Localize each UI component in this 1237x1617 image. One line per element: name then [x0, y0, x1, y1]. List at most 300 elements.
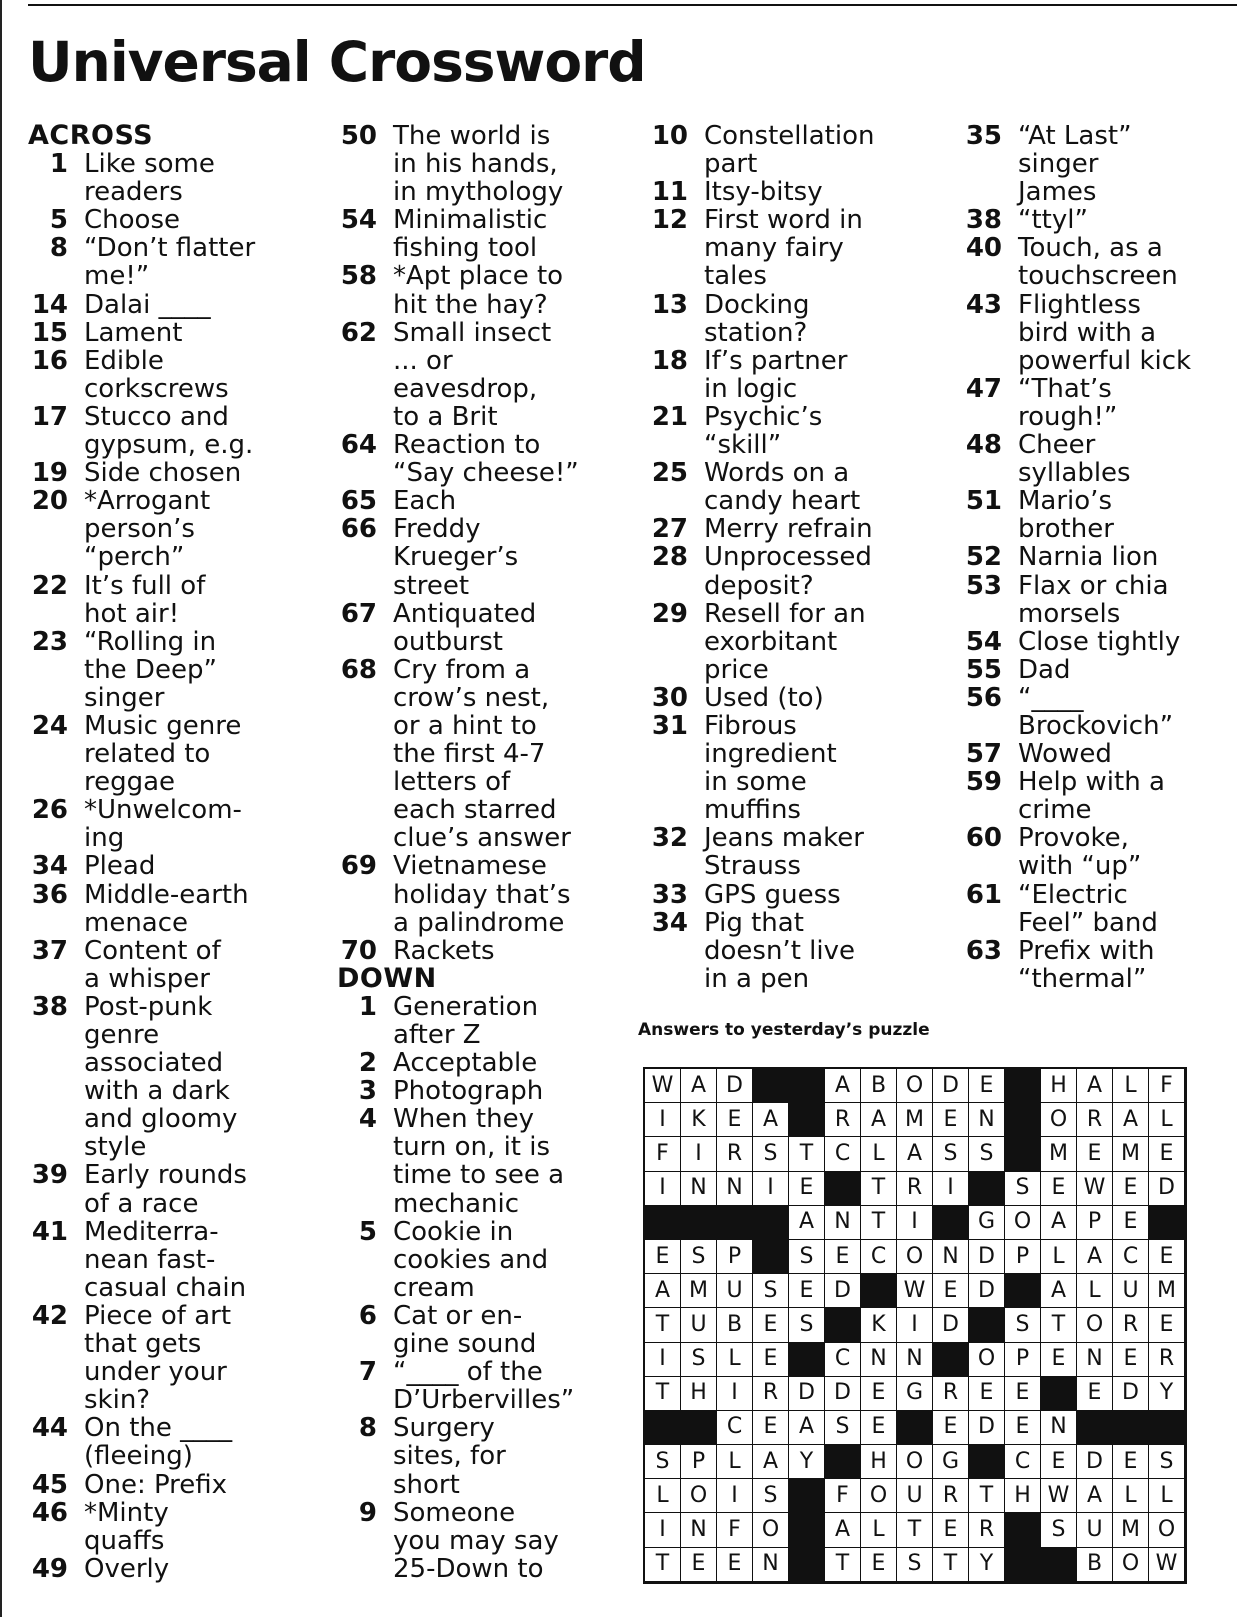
grid-cell: R	[717, 1137, 753, 1171]
black-square	[645, 1411, 681, 1445]
black-square	[1005, 1069, 1041, 1103]
clue-number: 67	[340, 598, 377, 629]
grid-cell: R	[1113, 1308, 1149, 1342]
clue-number: 38	[965, 205, 1002, 236]
grid-cell: R	[753, 1377, 789, 1411]
clue-item	[337, 122, 627, 206]
grid-cell: H	[1041, 1069, 1077, 1103]
clue-text: Rackets	[393, 935, 495, 966]
clue-item	[337, 1218, 627, 1302]
grid-cell: I	[645, 1103, 681, 1137]
clue-item	[337, 206, 627, 262]
grid-cell: W	[1077, 1172, 1113, 1206]
grid-cell: A	[861, 1103, 897, 1137]
clue-text: Jeans maker Strauss	[704, 823, 864, 882]
clue-item	[28, 487, 318, 571]
grid-cell: G	[933, 1445, 969, 1479]
clue-item	[28, 206, 318, 234]
grid-cell: O	[753, 1513, 789, 1547]
clue-number: 1	[49, 149, 68, 180]
clue-item	[337, 852, 627, 936]
grid-cell: T	[789, 1137, 825, 1171]
clue-text: Plead	[84, 851, 156, 882]
clue-number: 54	[340, 205, 377, 236]
answers-title: Answers to yesterday’s puzzle	[638, 1020, 930, 1040]
grid-cell: N	[1041, 1411, 1077, 1445]
grid-cell: S	[681, 1343, 717, 1377]
clue-item	[648, 403, 938, 459]
clue-item	[962, 656, 1237, 684]
grid-cell: M	[1113, 1137, 1149, 1171]
grid-cell: P	[1005, 1240, 1041, 1274]
clue-number: 45	[31, 1469, 68, 1500]
clue-text: Itsy-bitsy	[704, 177, 823, 208]
clue-number: 66	[340, 514, 377, 545]
clue-item	[648, 824, 938, 880]
grid-cell: T	[645, 1548, 681, 1582]
black-square	[753, 1206, 789, 1240]
black-square	[681, 1206, 717, 1240]
clue-item	[28, 993, 318, 1162]
clue-number: 70	[340, 935, 377, 966]
clue-column-2	[337, 122, 627, 1583]
clue-text: Choose	[84, 205, 180, 236]
clue-text: “That’s rough!”	[1018, 373, 1118, 432]
grid-cell: S	[825, 1411, 861, 1445]
clue-item	[28, 347, 318, 403]
clue-text: Dalai ____	[84, 289, 211, 320]
grid-cell: S	[1005, 1172, 1041, 1206]
clue-item	[337, 1499, 627, 1583]
clue-number: 14	[31, 289, 68, 320]
clue-number: 34	[651, 907, 688, 938]
grid-cell: U	[1077, 1513, 1113, 1547]
clue-text: Small insect ... or eavesdrop, to a Brit	[393, 317, 552, 432]
clue-number: 31	[651, 710, 688, 741]
clue-number: 21	[651, 401, 688, 432]
clue-item	[28, 291, 318, 319]
grid-cell: T	[861, 1172, 897, 1206]
clue-text: Wowed	[1018, 739, 1112, 770]
black-square	[1149, 1411, 1185, 1445]
grid-cell: N	[933, 1240, 969, 1274]
black-square	[789, 1548, 825, 1582]
clue-number: 56	[965, 682, 1002, 713]
black-square	[789, 1513, 825, 1547]
black-square	[933, 1343, 969, 1377]
grid-cell: I	[645, 1513, 681, 1547]
clue-text: Freddy Krueger’s street	[393, 514, 519, 601]
grid-cell: O	[969, 1343, 1005, 1377]
clue-text: Edible corkscrews	[84, 345, 229, 404]
grid-cell: L	[717, 1445, 753, 1479]
clue-column-3	[648, 122, 938, 993]
clue-item	[962, 206, 1237, 234]
grid-cell: E	[1113, 1343, 1149, 1377]
clue-text: First word in many fairy tales	[704, 205, 863, 292]
clue-number: 17	[31, 401, 68, 432]
grid-cell: E	[969, 1069, 1005, 1103]
black-square	[789, 1103, 825, 1137]
clue-number: 50	[340, 121, 377, 151]
clue-number: 37	[31, 935, 68, 966]
clue-text: Early rounds of a race	[84, 1160, 247, 1219]
clue-number: 47	[965, 373, 1002, 404]
clue-item	[28, 1414, 318, 1470]
clue-text: On the ____ (fleeing)	[84, 1413, 233, 1472]
clue-text: Merry refrain	[704, 514, 873, 545]
clue-text: Touch, as a touchscreen	[1018, 233, 1178, 292]
grid-cell: W	[1041, 1479, 1077, 1513]
clue-item	[648, 515, 938, 543]
clue-number: 5	[49, 205, 68, 236]
clue-item	[28, 881, 318, 937]
black-square	[933, 1206, 969, 1240]
grid-cell: S	[645, 1445, 681, 1479]
clue-number: 16	[31, 345, 68, 376]
grid-cell: M	[1113, 1513, 1149, 1547]
clue-text: Middle-earth menace	[84, 879, 249, 938]
grid-cell: T	[645, 1308, 681, 1342]
clue-item	[962, 768, 1237, 824]
clue-text: Flightless bird with a powerful kick	[1018, 289, 1192, 376]
black-square	[969, 1445, 1005, 1479]
clue-item	[648, 909, 938, 993]
clue-number: 34	[31, 851, 68, 882]
grid-cell: E	[1149, 1240, 1185, 1274]
grid-cell: R	[897, 1172, 933, 1206]
grid-cell: E	[1113, 1172, 1149, 1206]
grid-cell: E	[1113, 1445, 1149, 1479]
grid-cell: A	[1077, 1479, 1113, 1513]
grid-cell: S	[789, 1308, 825, 1342]
clue-item	[648, 178, 938, 206]
grid-cell: T	[825, 1548, 861, 1582]
clue-number: 13	[651, 289, 688, 320]
clue-column-1	[28, 122, 318, 1583]
grid-cell: L	[1113, 1069, 1149, 1103]
clue-text: Side chosen	[84, 458, 242, 489]
clue-text: Cry from a crow’s nest, or a hint to the first 4-7 letters of each starred clue’s answer	[393, 654, 571, 854]
grid-cell: A	[789, 1206, 825, 1240]
clue-text: Constellation part	[704, 121, 875, 180]
grid-cell: S	[897, 1548, 933, 1582]
clue-item	[648, 459, 938, 515]
clue-item	[28, 234, 318, 290]
grid-cell: I	[897, 1308, 933, 1342]
grid-cell: L	[1149, 1103, 1185, 1137]
grid-cell: E	[969, 1377, 1005, 1411]
clue-text: If’s partner in logic	[704, 345, 848, 404]
clue-item	[962, 824, 1237, 880]
down-heading: DOWN	[337, 962, 437, 994]
clue-text: “At Last” singer James	[1018, 121, 1132, 208]
clue-column-4	[962, 122, 1237, 993]
clue-number: 25	[651, 458, 688, 489]
grid-cell: E	[753, 1343, 789, 1377]
grid-cell: C	[825, 1343, 861, 1377]
grid-cell: A	[645, 1274, 681, 1308]
grid-cell: C	[717, 1411, 753, 1445]
clue-number: 69	[340, 851, 377, 882]
grid-cell: F	[717, 1513, 753, 1547]
grid-cell: T	[897, 1513, 933, 1547]
grid-cell: Y	[969, 1548, 1005, 1582]
grid-cell: E	[1113, 1206, 1149, 1240]
grid-cell: O	[1077, 1308, 1113, 1342]
clue-item	[337, 656, 627, 853]
grid-cell: O	[1005, 1206, 1041, 1240]
clue-item	[648, 291, 938, 347]
grid-cell: K	[681, 1103, 717, 1137]
black-square	[1005, 1103, 1041, 1137]
black-square	[1077, 1411, 1113, 1445]
grid-cell: D	[969, 1240, 1005, 1274]
grid-cell: C	[861, 1240, 897, 1274]
grid-cell: O	[897, 1069, 933, 1103]
clue-item	[28, 628, 318, 712]
black-square	[681, 1411, 717, 1445]
clue-item	[962, 628, 1237, 656]
clue-item	[28, 1471, 318, 1499]
clue-number: 60	[965, 823, 1002, 854]
grid-cell: L	[1077, 1274, 1113, 1308]
clue-number: 32	[651, 823, 688, 854]
clue-number: 39	[31, 1160, 68, 1191]
clue-number: 30	[651, 682, 688, 713]
clue-item	[337, 1302, 627, 1358]
clue-number: 49	[31, 1553, 68, 1584]
grid-cell: N	[681, 1513, 717, 1547]
clue-number: 5	[358, 1216, 377, 1247]
clue-item	[962, 487, 1237, 543]
clue-text: Someone you may say 25-Down to	[393, 1497, 559, 1584]
grid-cell: E	[1005, 1377, 1041, 1411]
grid-cell: L	[645, 1479, 681, 1513]
clue-item	[962, 291, 1237, 375]
clue-number: 51	[965, 486, 1002, 517]
grid-cell: P	[1077, 1206, 1113, 1240]
grid-cell: I	[717, 1377, 753, 1411]
grid-cell: L	[1149, 1479, 1185, 1513]
clue-text: *Arrogant person’s “perch”	[84, 486, 211, 573]
clue-text: Flax or chia morsels	[1018, 570, 1169, 629]
grid-cell: O	[1113, 1548, 1149, 1582]
grid-cell: U	[1113, 1274, 1149, 1308]
clue-item	[962, 740, 1237, 768]
clue-text: *Minty quaffs	[84, 1497, 169, 1556]
clue-text: Each	[393, 486, 457, 517]
black-square	[1005, 1137, 1041, 1171]
grid-cell: T	[861, 1206, 897, 1240]
clue-text: Piece of art that gets under your skin?	[84, 1300, 232, 1416]
grid-cell: E	[933, 1513, 969, 1547]
clue-number: 2	[358, 1048, 377, 1079]
grid-cell: H	[1005, 1479, 1041, 1513]
clue-text: “ttyl”	[1018, 205, 1088, 236]
grid-cell: C	[1005, 1445, 1041, 1479]
grid-cell: E	[861, 1377, 897, 1411]
clue-text: Pig that doesn’t live in a pen	[704, 907, 855, 994]
clue-text: *Apt place to hit the hay?	[393, 261, 564, 320]
black-square	[861, 1274, 897, 1308]
grid-cell: A	[753, 1103, 789, 1137]
clue-item	[337, 1414, 627, 1498]
black-square	[825, 1172, 861, 1206]
grid-cell: W	[897, 1274, 933, 1308]
grid-cell: F	[1149, 1069, 1185, 1103]
clue-number: 33	[651, 879, 688, 910]
clue-number: 10	[651, 121, 688, 151]
top-rule	[28, 4, 1237, 6]
clue-number: 22	[31, 570, 68, 601]
clue-text: Like some readers	[84, 149, 215, 208]
grid-cell: I	[645, 1172, 681, 1206]
clue-text: Minimalistic fishing tool	[393, 205, 548, 264]
clue-text: Photograph	[393, 1076, 544, 1107]
grid-cell: T	[933, 1548, 969, 1582]
clue-number: 7	[358, 1357, 377, 1388]
clue-number: 46	[31, 1497, 68, 1528]
black-square	[1005, 1548, 1041, 1582]
clue-item	[337, 993, 627, 1049]
clue-number: 42	[31, 1300, 68, 1331]
grid-cell: I	[753, 1172, 789, 1206]
clue-text: Dad	[1018, 654, 1071, 685]
grid-cell: Y	[1149, 1377, 1185, 1411]
clue-item	[648, 881, 938, 909]
clue-item	[28, 937, 318, 993]
clue-item	[28, 403, 318, 459]
grid-cell: M	[1041, 1137, 1077, 1171]
clue-text: Cat or en- gine sound	[393, 1300, 537, 1360]
clue-number: 3	[358, 1076, 377, 1107]
left-rule	[0, 0, 2, 1617]
grid-cell: L	[861, 1513, 897, 1547]
clue-item	[28, 1499, 318, 1555]
grid-cell: E	[1041, 1445, 1077, 1479]
grid-cell: D	[1113, 1377, 1149, 1411]
clue-text: “____ of the D’Urbervilles”	[393, 1357, 575, 1416]
clue-number: 26	[31, 795, 68, 826]
clue-item	[962, 684, 1237, 740]
clue-number: 48	[965, 430, 1002, 461]
grid-cell: I	[645, 1343, 681, 1377]
clue-item	[962, 234, 1237, 290]
grid-cell: D	[717, 1069, 753, 1103]
clue-item	[28, 572, 318, 628]
clue-text: It’s full of hot air!	[84, 570, 206, 629]
clue-text: Help with a crime	[1018, 767, 1165, 826]
grid-cell: C	[825, 1137, 861, 1171]
black-square	[1005, 1274, 1041, 1308]
black-square	[1149, 1206, 1185, 1240]
clue-item	[28, 1555, 318, 1583]
clue-text: Resell for an exorbitant price	[704, 598, 866, 685]
clue-item	[962, 375, 1237, 431]
clue-text: Overly	[84, 1553, 170, 1584]
grid-cell: U	[681, 1308, 717, 1342]
grid-cell: A	[1041, 1206, 1077, 1240]
clue-text: Vietnamese holiday that’s a palindrome	[393, 851, 571, 938]
black-square	[1113, 1411, 1149, 1445]
grid-cell: O	[897, 1240, 933, 1274]
grid-cell: D	[1149, 1172, 1185, 1206]
grid-cell: R	[1149, 1343, 1185, 1377]
grid-cell: T	[969, 1479, 1005, 1513]
grid-cell: S	[753, 1137, 789, 1171]
clue-item	[337, 1105, 627, 1217]
clue-item	[337, 1077, 627, 1105]
grid-cell: A	[753, 1445, 789, 1479]
grid-cell: U	[717, 1274, 753, 1308]
grid-cell: E	[1149, 1308, 1185, 1342]
grid-cell: M	[1149, 1274, 1185, 1308]
grid-cell: E	[861, 1411, 897, 1445]
clue-number: 65	[340, 486, 377, 517]
grid-cell: T	[1041, 1308, 1077, 1342]
grid-cell: L	[861, 1137, 897, 1171]
grid-cell: M	[681, 1274, 717, 1308]
clue-number: 29	[651, 598, 688, 629]
grid-cell: E	[825, 1240, 861, 1274]
clue-item	[962, 881, 1237, 937]
clue-number: 19	[31, 458, 68, 489]
black-square	[969, 1172, 1005, 1206]
clue-text: Narnia lion	[1018, 542, 1159, 573]
grid-cell: L	[1113, 1479, 1149, 1513]
clue-number: 38	[31, 991, 68, 1022]
grid-cell: U	[897, 1479, 933, 1513]
clue-number: 12	[651, 205, 688, 236]
grid-cell: R	[933, 1377, 969, 1411]
clue-item	[337, 1049, 627, 1077]
grid-cell: S	[1149, 1445, 1185, 1479]
black-square	[789, 1069, 825, 1103]
clue-number: 15	[31, 317, 68, 348]
black-square	[825, 1445, 861, 1479]
clue-text: “Electric Feel” band	[1018, 879, 1158, 938]
grid-cell: E	[753, 1308, 789, 1342]
clue-item	[28, 796, 318, 852]
black-square	[717, 1206, 753, 1240]
grid-cell: N	[825, 1206, 861, 1240]
clue-text: Prefix with “thermal”	[1018, 935, 1155, 994]
clue-text: Content of a whisper	[84, 935, 221, 994]
grid-cell: A	[825, 1513, 861, 1547]
clue-number: 52	[965, 542, 1002, 573]
black-square	[1041, 1548, 1077, 1582]
grid-cell: E	[933, 1103, 969, 1137]
clue-item	[962, 572, 1237, 628]
grid-cell: E	[1041, 1172, 1077, 1206]
grid-cell: D	[969, 1274, 1005, 1308]
across-heading: ACROSS	[28, 120, 154, 151]
grid-cell: H	[681, 1377, 717, 1411]
grid-cell: S	[1005, 1308, 1041, 1342]
grid-cell: A	[1077, 1069, 1113, 1103]
grid-cell: P	[717, 1240, 753, 1274]
clue-text: Music genre related to reggae	[84, 710, 242, 798]
grid-cell: R	[933, 1479, 969, 1513]
clue-text: Cheer syllables	[1018, 430, 1131, 489]
clue-number: 8	[358, 1413, 377, 1444]
clue-number: 53	[965, 570, 1002, 601]
grid-cell: A	[681, 1069, 717, 1103]
clue-text: Close tightly	[1018, 626, 1181, 657]
clue-item	[648, 122, 938, 178]
grid-cell: E	[753, 1411, 789, 1445]
